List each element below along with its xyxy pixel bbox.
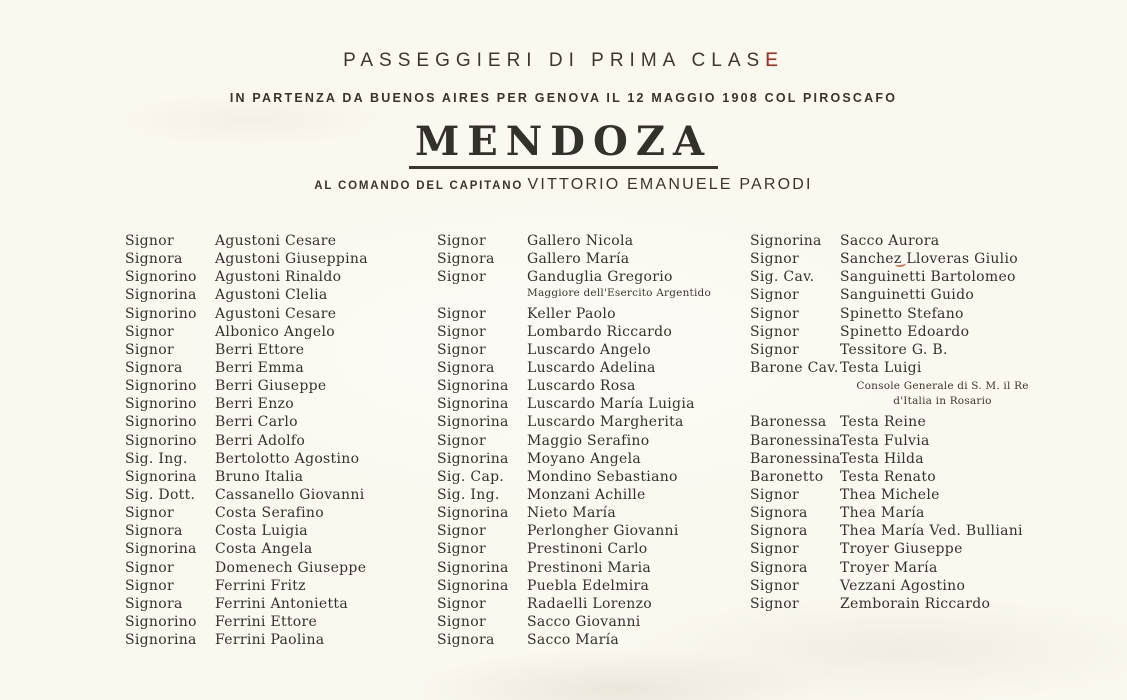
passenger-row (125, 232, 437, 250)
passenger-title: Baronessa (750, 414, 827, 431)
passenger-row (437, 504, 749, 522)
passenger-row (750, 468, 1062, 486)
passenger-note-line: Console Generale di S. M. il Re (856, 380, 1029, 393)
passenger-row (437, 613, 749, 631)
passenger-row (437, 577, 749, 595)
passenger-title: Signor (125, 323, 174, 340)
passenger-name: Gallero Nicola (527, 233, 634, 249)
passenger-name: Thea María Ved. Bulliani (840, 523, 1023, 540)
passenger-row (750, 432, 1062, 450)
passenger-row (125, 413, 437, 431)
passenger-title: Signorina (437, 414, 509, 431)
passenger-title: Signor (125, 505, 174, 522)
passenger-row (750, 450, 1062, 468)
passenger-row (437, 468, 749, 486)
passenger-row (437, 486, 749, 504)
passenger-name: Domenech Giuseppe (215, 559, 367, 576)
passenger-name: Berri Enzo (215, 396, 294, 413)
passenger-row (125, 504, 437, 522)
passenger-title: Baronessina (750, 450, 841, 467)
passenger-name: Ferrini Paolina (215, 632, 325, 649)
passenger-note-line: d'Italia in Rosario (893, 395, 992, 408)
passenger-title: Signor (437, 523, 486, 540)
passenger-title: Signor (437, 541, 486, 558)
passenger-title: Signor (437, 613, 486, 630)
ship-name-line (0, 118, 1127, 169)
passenger-row (125, 486, 437, 504)
passenger-name: Luscardo Angelo (527, 341, 651, 358)
passenger-name: Berri Carlo (215, 414, 298, 431)
passenger-name: Costa Serafino (215, 505, 324, 522)
passenger-row (125, 613, 437, 631)
passenger-name: Spinetto Stefano (840, 305, 964, 322)
passenger-name: Luscardo Rosa (527, 378, 636, 395)
passenger-name: Luscardo Adelina (527, 359, 656, 376)
passenger-title: Signor (437, 233, 486, 249)
passenger-name: Troyer María (840, 559, 938, 576)
passenger-name: Nieto María (527, 505, 617, 522)
passenger-row (437, 268, 749, 286)
passenger-name: Testa Hilda (840, 450, 924, 467)
passenger-name: Cassanello Giovanni (215, 486, 365, 503)
passenger-title: Signor (437, 595, 486, 612)
passenger-title: Signorina (125, 541, 197, 558)
passenger-title: Signor (750, 323, 799, 340)
passenger-name: Moyano Angela (527, 450, 642, 467)
passenger-title: Signora (750, 505, 808, 522)
document-title (0, 50, 1127, 72)
passenger-title: Signorina (437, 559, 509, 576)
passenger-row (125, 450, 437, 468)
passenger-row (750, 250, 1062, 268)
passenger-name: Troyer Giuseppe (840, 541, 963, 558)
document-title-text: PASSEGGIERI DI PRIMA CLAS (343, 50, 766, 71)
passenger-row (750, 323, 1062, 341)
passenger-row (125, 432, 437, 450)
passenger-name: Testa Fulvia (840, 432, 930, 449)
passenger-name: Sacco Giovanni (527, 613, 641, 630)
ship-name: MENDOZA (409, 118, 718, 169)
passenger-row (125, 577, 437, 595)
passenger-title: Signorina (437, 450, 509, 467)
passenger-title: Signor (750, 541, 799, 558)
passenger-name: Testa Renato (840, 468, 936, 485)
passenger-name: Mondino Sebastiano (527, 468, 678, 485)
passenger-name: Berri Adolfo (215, 432, 306, 449)
passenger-title: Sig. Ing. (437, 486, 500, 503)
passenger-title: Signora (750, 523, 808, 540)
passenger-title: Signorino (125, 305, 197, 322)
passenger-name: Sacco Aurora (840, 233, 940, 249)
passenger-column-2 (437, 232, 749, 649)
passenger-row (125, 250, 437, 268)
passenger-row (125, 359, 437, 377)
passenger-row (437, 341, 749, 359)
passenger-row (437, 450, 749, 468)
passenger-name: Berri Emma (215, 359, 305, 376)
passenger-row (750, 540, 1062, 558)
passenger-column-3 (750, 232, 1062, 613)
passenger-row (437, 559, 749, 577)
passenger-title: Signor (437, 305, 486, 322)
passenger-name: Berri Ettore (215, 341, 305, 358)
passenger-row (125, 323, 437, 341)
passenger-title: Barone Cav. (750, 359, 839, 376)
passenger-row (125, 631, 437, 649)
passenger-title: Baronessina (750, 432, 841, 449)
passenger-title: Signor (125, 577, 174, 594)
passenger-title: Signora (125, 595, 183, 612)
passenger-name: Thea María (840, 505, 925, 522)
passenger-row (125, 468, 437, 486)
passenger-title: Signora (437, 632, 495, 649)
passenger-row (750, 413, 1062, 431)
passenger-row (437, 305, 749, 323)
passenger-name: Zemborain Riccardo (840, 595, 991, 612)
passenger-title: Signor (437, 269, 486, 286)
passenger-name: Ferrini Fritz (215, 577, 306, 594)
passenger-row (750, 232, 1062, 250)
passenger-title: Signor (125, 233, 174, 249)
passenger-row (750, 504, 1062, 522)
passenger-note-line: Maggiore dell'Esercito Argentido (527, 287, 711, 300)
passenger-note (840, 377, 1045, 413)
passenger-row (750, 305, 1062, 323)
passenger-name: Sanguinetti Guido (840, 287, 975, 304)
passenger-name: Berri Giuseppe (215, 378, 327, 395)
passenger-name: Monzani Achille (527, 486, 646, 503)
passenger-title: Signor (750, 287, 799, 304)
passenger-title: Signor (750, 251, 799, 268)
passenger-name: Costa Luigia (215, 523, 308, 540)
passenger-row (437, 432, 749, 450)
passenger-title: Signor (750, 577, 799, 594)
passenger-title: Signora (125, 359, 183, 376)
passenger-name: Ferrini Antonietta (215, 595, 348, 612)
passenger-name: Vezzani Agostino (840, 577, 966, 594)
passenger-title: Sig. Dott. (125, 486, 196, 503)
passenger-row (437, 232, 749, 250)
passenger-title: Signor (437, 323, 486, 340)
passenger-row (437, 595, 749, 613)
passenger-title: Signorino (125, 414, 197, 431)
passenger-row (125, 522, 437, 540)
passenger-name: Bruno Italia (215, 468, 304, 485)
passenger-name: Gallero María (527, 251, 630, 268)
passenger-title: Signor (750, 305, 799, 322)
passenger-column-1 (125, 232, 437, 649)
passenger-name: Sanguinetti Bartolomeo (840, 269, 1016, 286)
passenger-title: Signorina (437, 577, 509, 594)
passenger-title: Signorina (437, 378, 509, 395)
passenger-row (750, 268, 1062, 286)
passenger-row (437, 540, 749, 558)
passenger-name: Spinetto Edoardo (840, 323, 970, 340)
passenger-title: Signorina (437, 505, 509, 522)
passenger-title: Signorino (125, 378, 197, 395)
passenger-title: Signora (750, 559, 808, 576)
passenger-row (750, 559, 1062, 577)
passenger-note (527, 286, 749, 304)
passenger-row (437, 323, 749, 341)
passenger-name: Radaelli Lorenzo (527, 595, 653, 612)
passenger-name: Perlongher Giovanni (527, 523, 679, 540)
passenger-name: Sanchez Lloveras Giulio (840, 250, 1062, 268)
passenger-title: Signor (750, 341, 799, 358)
passenger-row (750, 341, 1062, 359)
passenger-row (125, 286, 437, 304)
passenger-title: Signor (750, 486, 799, 503)
passenger-title: Signora (125, 251, 183, 268)
passenger-title: Signorina (125, 287, 197, 304)
passenger-title: Signor (750, 595, 799, 612)
passenger-title: Signorino (125, 432, 197, 449)
passenger-title: Signorina (437, 396, 509, 413)
passenger-name: Luscardo María Luigia (527, 396, 695, 413)
passenger-row (125, 341, 437, 359)
passenger-title: Signor (125, 341, 174, 358)
passenger-name: Lombardo Riccardo (527, 323, 673, 340)
passenger-title: Signor (125, 559, 174, 576)
passenger-row (437, 631, 749, 649)
passenger-row (125, 395, 437, 413)
passenger-name: Ganduglia Gregorio (527, 269, 673, 286)
passenger-name: Agustoni Giuseppina (215, 251, 368, 268)
passenger-name: Testa Luigi (840, 359, 922, 376)
passenger-title: Signora (437, 251, 495, 268)
passenger-name: Agustoni Rinaldo (215, 269, 342, 286)
command-prefix: AL COMANDO DEL CAPITANO (314, 180, 524, 192)
passenger-row (437, 522, 749, 540)
corrected-letter: E (765, 50, 784, 71)
passenger-row (437, 377, 749, 395)
passenger-title: Baronetto (750, 468, 824, 485)
passenger-name: Testa Reine (840, 414, 927, 431)
passenger-row (437, 395, 749, 413)
passenger-name: Keller Paolo (527, 305, 616, 322)
passenger-title: Sig. Cav. (750, 269, 815, 286)
passenger-name: Puebla Edelmira (527, 577, 650, 594)
passenger-row (750, 286, 1062, 304)
passenger-name: Thea Michele (840, 486, 940, 503)
passenger-title: Signorina (125, 632, 197, 649)
passenger-name: Costa Angela (215, 541, 313, 558)
passenger-title: Sig. Cap. (437, 468, 505, 485)
passenger-name: Agustoni Cesare (215, 233, 337, 249)
departure-line: IN PARTENZA DA BUENOS AIRES PER GENOVA IL 12 MAGGIO 1908 COL PIROSCAFO (229, 91, 898, 105)
passenger-row (750, 577, 1062, 595)
passenger-title: Signorino (125, 613, 197, 630)
passenger-row (125, 268, 437, 286)
passenger-name: Agustoni Clelia (215, 287, 328, 304)
passenger-row (125, 305, 437, 323)
passenger-name: Tessitore G. B. (840, 341, 948, 358)
passenger-row (125, 377, 437, 395)
passenger-row (750, 359, 1062, 377)
passenger-title: Sig. Ing. (125, 450, 188, 467)
passenger-name: Bertolotto Agostino (215, 450, 360, 467)
passenger-name: Agustoni Cesare (215, 305, 337, 322)
captain-name: VITTORIO EMANUELE PARODI (527, 176, 813, 193)
passenger-name: Sacco María (527, 632, 619, 649)
passenger-title: Signora (125, 523, 183, 540)
passenger-title: Signor (437, 341, 486, 358)
passenger-row (437, 250, 749, 268)
passenger-row (125, 559, 437, 577)
command-line (0, 176, 1127, 194)
passenger-title: Signorino (125, 396, 197, 413)
passenger-row (125, 540, 437, 558)
passenger-name: Albonico Angelo (215, 323, 335, 340)
passenger-title: Signora (437, 359, 495, 376)
passenger-name: Maggio Serafino (527, 432, 650, 449)
passenger-title: Signorina (750, 233, 822, 249)
passenger-title: Signorino (125, 269, 197, 286)
passenger-name: Luscardo Margherita (527, 414, 684, 431)
passenger-row (125, 595, 437, 613)
passenger-name: Ferrini Ettore (215, 613, 318, 630)
passenger-name: Prestinoni Carlo (527, 541, 648, 558)
passenger-row (750, 595, 1062, 613)
passenger-title: Signor (437, 432, 486, 449)
passenger-row (750, 486, 1062, 504)
passenger-row (437, 359, 749, 377)
passenger-title: Signorina (125, 468, 197, 485)
passenger-row (750, 522, 1062, 540)
passenger-name: Prestinoni Maria (527, 559, 652, 576)
passenger-row (437, 413, 749, 431)
